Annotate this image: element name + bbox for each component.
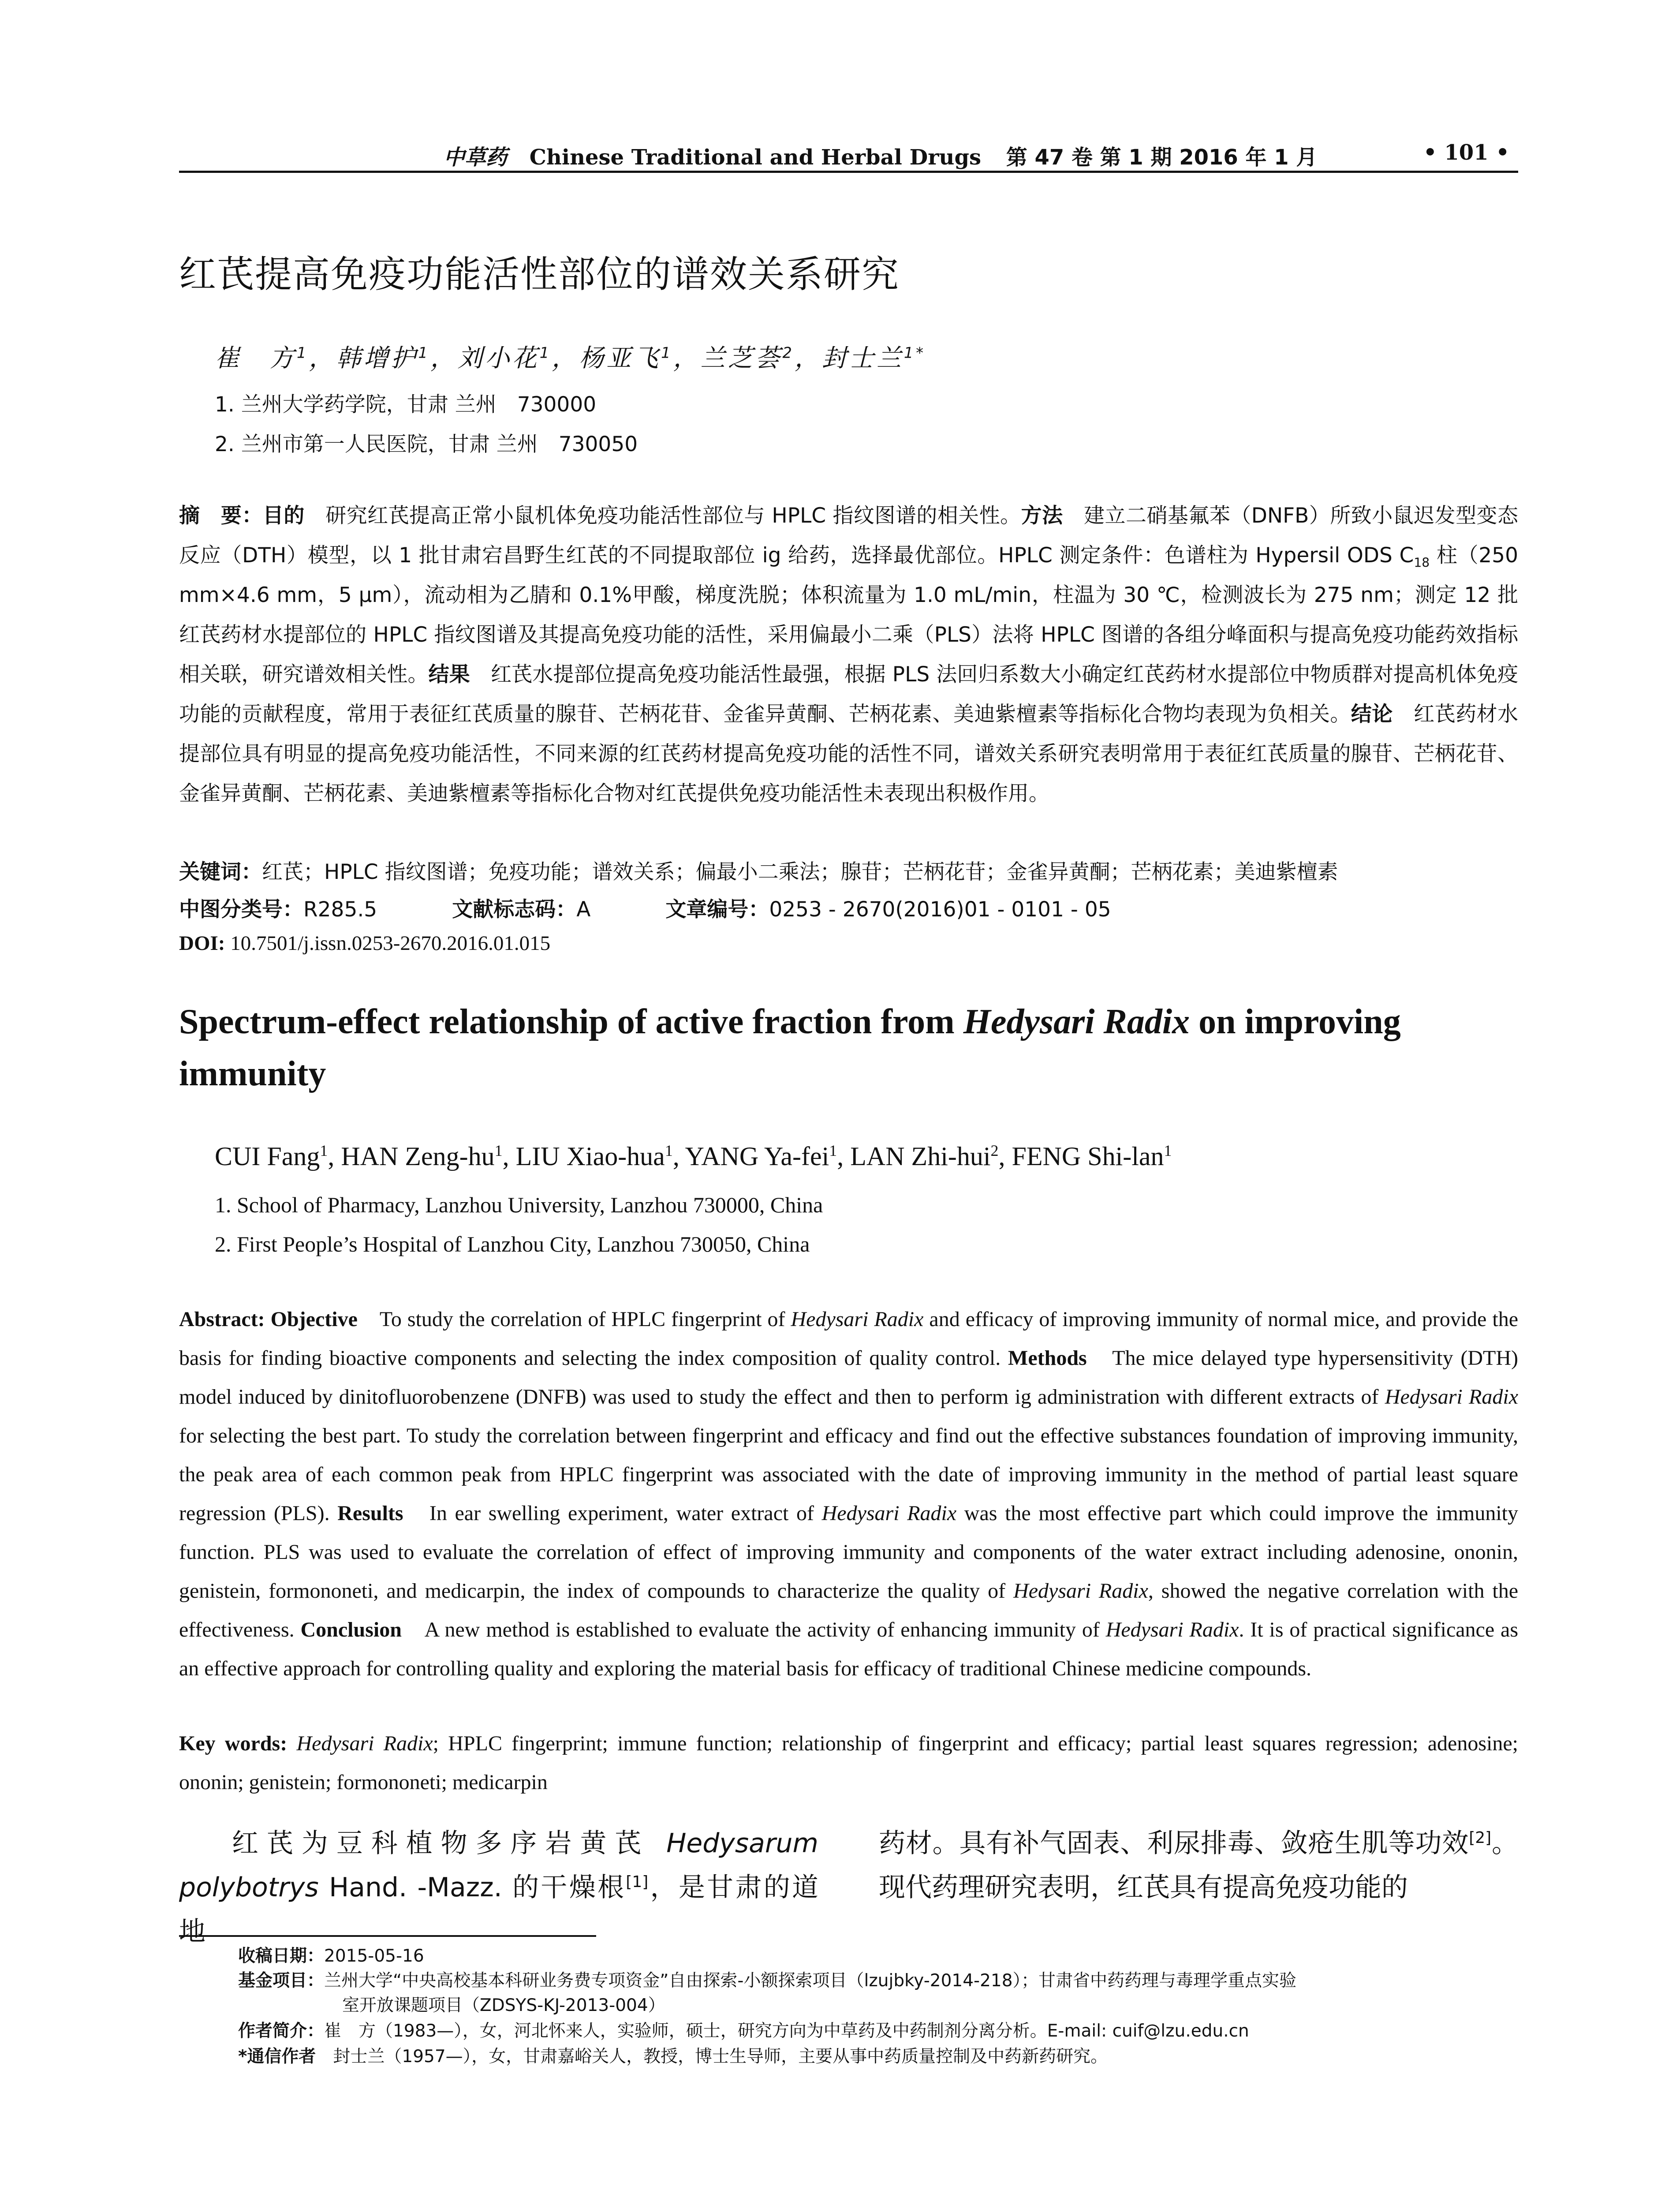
abstract-en-text: for selecting the best part. To study the correlation between fingerprint and efficacy and find out the effective substances foundation of improving immunity, the peak area of each common peak from HPLC fingerprint was associated with the date of improving immunity in the method of partial least square regression (PLS). [179,1424,1518,1525]
abstract-zh [179,496,1518,814]
author-zh: ，韩增护 [309,344,418,373]
body-text: 。现代药理研究表明，红芪具有提高免疫功能的 [879,1828,1519,1903]
keywords-zh-label: 关键词： [179,860,262,884]
results-text: 红芪水提部位提高免疫功能活性最强，根据 PLS 法回归系数大小确定红芪药材水提部位中物质群对提高机体免疫功能的贡献程度，常用于表征红芪质量的腺苷、芒柄花苷、金雀异黄酮、芒柄花素、美迪紫檀素等指标化合物均表现为负相关。 [179,662,1518,726]
conclusion-label: 结论 [1351,702,1393,726]
affiliation-zh-1: 1. 兰州大学药学院，甘肃 兰州 730000 [215,392,597,417]
author-affiliation-mark: 1 [1164,1142,1172,1159]
author-affiliation-mark: 1* [903,344,926,362]
author-zh: ，封士兰 [794,344,904,373]
author-zh: ，杨亚飞 [552,344,661,373]
article-number-value: 0253 - 2670(2016)01 - 0101 - 05 [769,897,1111,922]
keywords-en-label: Key words: [179,1732,297,1755]
affiliation-en-1: 1. School of Pharmacy, Lanzhou University, Lanzhou 730000, China [215,1192,823,1217]
author-en: , FENG Shi-lan [998,1142,1164,1171]
author-affiliation-mark: 1 [297,344,309,362]
methods-label: 方法 [1021,504,1063,528]
author-en: , YANG Ya-fei [672,1142,829,1171]
species-italic: Hedysari Radix [1105,1618,1239,1641]
affiliation-en-2: 2. First People’s Hospital of Lanzhou City, Lanzhou 730050, China [215,1232,810,1256]
body-text: Hand. -Mazz. 的干燥根 [318,1872,626,1903]
bio-label: 作者简介： [238,2021,325,2041]
species-italic: Hedysari Radix [791,1308,924,1331]
body-text: 红芪为豆科植物多序岩黄芪 [232,1828,667,1859]
doi-line [179,931,550,955]
author-affiliation-mark: 1 [320,1142,328,1159]
abstract-en-text: . It is of practical significance as an effective approach for controlling quality and exploring the material basis for efficacy of traditional Chinese medicine compounds. [179,1618,1519,1680]
citation-ref: [2] [1469,1829,1492,1847]
keywords-zh [179,856,1338,885]
corresponding-text: 封士兰（1957—），女，甘肃嘉峪关人，教授，博士生导师，主要从事中药质量控制及中药新药研究。 [316,2047,1108,2067]
species-italic: Hedysari Radix [1385,1385,1518,1409]
page-number: • 101 • [1423,140,1509,165]
abstract-en-text: The mice delayed type hypersensitivity (DTH) model induced by dinitofluorobenzene (DNFB) was used to study the effect and then to perform ig administration with different extracts of [179,1346,1518,1409]
classification-line [179,893,1111,923]
author-affiliation-mark: 1 [665,1142,673,1159]
author-en: , HAN Zeng-hu [328,1142,495,1171]
keywords-en [179,1724,1518,1802]
author-affiliation-mark: 1 [494,1142,503,1159]
running-header [179,138,1518,173]
title-en-italic: Hedysari Radix [963,1002,1190,1041]
author-en: , LIU Xiao-hua [502,1142,665,1171]
journal-name-zh: 中草药 [444,145,508,170]
author-affiliation-mark: 2 [782,344,795,362]
methods-text: 柱（250 mm×4.6 mm，5 μm），流动相为乙腈和 0.1%甲酸，梯度洗脱；体积流量为 1.0 mL/min，柱温为 30 ℃，检测波长为 275 nm；测定 12 批红芪药材水提部位的 HPLC 指纹图谱及其提高免疫功能的活性，采用偏最小二乘（PLS）法将 HPLC 图谱的各组分峰面积与提高免疫功能药效指标相关联，研究谱效相关性。 [179,543,1518,687]
doc-code-value: A [576,897,591,922]
subscript: 18 [1414,555,1430,570]
journal-issue: 第 47 卷 第 1 期 2016 年 1 月 [1006,145,1318,170]
authors-zh [215,339,926,374]
methods-text: 建立二硝基氟苯（DNFB）所致小鼠迟发型变态反应（DTH）模型，以 1 批甘肃宕昌野生红芪的不同提取部位 ig 给药，选择最优部位。HPLC 测定条件：色谱柱为 Hypersil ODS C [179,504,1519,568]
results-label: 结果 [428,662,470,687]
species-italic: Hedysarum polybotrys [179,1828,818,1903]
title-en-text: on improving immunity [179,1002,1401,1093]
abstract-en-text: In ear swelling experiment, water extract of [403,1502,822,1525]
clc-value: R285.5 [303,897,377,922]
received-date: 2015-05-16 [324,1946,424,1966]
keywords-zh-text: 红芪；HPLC 指纹图谱；免疫功能；谱效关系；偏最小二乘法；腺苷；芒柄花苷；金雀异黄酮；芒柄花素；美迪紫檀素 [262,860,1338,884]
footnote-corresponding [238,2044,1517,2069]
author-zh: ，兰芝荟 [673,344,783,373]
footnote-divider [179,1935,596,1937]
keywords-en-text: ; HPLC fingerprint; immune function; relationship of fingerprint and efficacy; partial least squares regression; adenosine; ononin; genistein; formononeti; medicarpin [179,1732,1519,1794]
abstract-en-text: was the most effective part which could improve the immunity function. PLS was used to evaluate the correlation of effect of improving immunity and components of the water extract including adenosine, ononin, genistein, formononeti, and medicarpin, the index of compounds to characterize the quality of [179,1502,1519,1603]
conclusion-label-en: Conclusion [300,1618,402,1641]
title-en [179,996,1518,1100]
species-italic: Hedysari Radix [1013,1579,1148,1603]
footnote-fund-cont: 室开放课题项目（ZDSYS-KJ-2013-004） [342,1996,665,2015]
author-en: CUI Fang [215,1142,320,1171]
doi-label: DOI: [179,932,225,955]
species-italic: Hedysari Radix [296,1732,433,1755]
body-text: 药材。具有补气固表、利尿排毒、敛疮生肌等功效 [879,1828,1469,1859]
footnote-fund [238,1969,1517,1993]
author-affiliation-mark: 2 [990,1142,999,1159]
author-zh: ，刘小花 [430,344,540,373]
author-affiliation-mark: 1 [418,344,430,362]
title-zh: 红芪提高免疫功能活性部位的谱效关系研究 [179,253,900,296]
doc-code-label: 文献标志码： [452,897,577,922]
results-label-en: Results [337,1502,403,1525]
body-text: ，是甘肃的道地 [179,1872,818,1947]
conclusion-text: 红芪药材水提部位具有明显的提高免疫功能活性，不同来源的红芪药材提高免疫功能的活性不同，谱效关系研究表明常用于表征红芪质量的腺苷、芒柄花苷、金雀异黄酮、芒柄花素、美迪紫檀素等指标化合物对红芪提供免疫功能活性未表现出积极作用。 [179,702,1519,806]
footnote-bio [238,2019,1517,2044]
corresponding-label: *通信作者 [238,2047,316,2067]
abstract-en-label: Abstract: [179,1308,271,1331]
author-affiliation-mark: 1 [829,1142,837,1159]
title-en-text: Spectrum-effect relationship of active fraction from [179,1002,963,1041]
journal-name-en: Chinese Traditional and Herbal Drugs [529,145,982,170]
methods-label-en: Methods [1008,1346,1087,1370]
fund-text: 兰州大学“中央高校基本科研业务费专项资金”自由探索-小额探索项目（lzujbky-2014-218）；甘肃省中药药理与毒理学重点实验 [324,1971,1297,1991]
author-affiliation-mark: 1 [539,344,552,362]
body-column-left [179,1821,818,1954]
abstract-en-text: and efficacy of improving immunity of normal mice, and provide the basis for finding bioactive components and selecting the index composition of quality control. [179,1308,1518,1370]
fund-label: 基金项目： [238,1971,325,1991]
species-italic: Hedysari Radix [821,1502,957,1525]
footnote-received [238,1944,1517,1969]
objective-label-en: Objective [270,1308,358,1331]
abstract-en [179,1300,1518,1688]
article-number-label: 文章编号： [665,897,769,922]
clc-label: 中图分类号： [179,897,303,922]
abstract-en-text: A new method is established to evaluate the activity of enhancing immunity of [401,1618,1106,1641]
author-en: , LAN Zhi-hui [837,1142,991,1171]
objective-label: 目的 [262,504,305,528]
doi-value: 10.7501/j.issn.0253-2670.2016.01.015 [225,932,551,955]
objective-text: 研究红芪提高正常小鼠机体免疫功能活性部位与 HPLC 指纹图谱的相关性。 [304,504,1021,528]
author-affiliation-mark: 1 [661,344,673,362]
bio-text: 崔 方（1983—），女，河北怀来人，实验师，硕士，研究方向为中草药及中药制剂分离分析。E-mail: cuif@lzu.edu.cn [324,2021,1249,2041]
abstract-zh-label: 摘 要： [179,504,263,528]
received-label: 收稿日期： [238,1946,325,1966]
citation-ref: [1] [626,1873,649,1891]
abstract-en-text: , showed the negative correlation with the effectiveness. [179,1579,1518,1641]
body-column-right [879,1821,1518,1910]
authors-en [215,1141,1172,1172]
journal-name [444,140,1317,171]
abstract-en-text: To study the correlation of HPLC fingerprint of [357,1308,791,1331]
author-zh: 崔 方 [215,344,297,373]
affiliation-zh-2: 2. 兰州市第一人民医院，甘肃 兰州 730050 [215,432,638,456]
